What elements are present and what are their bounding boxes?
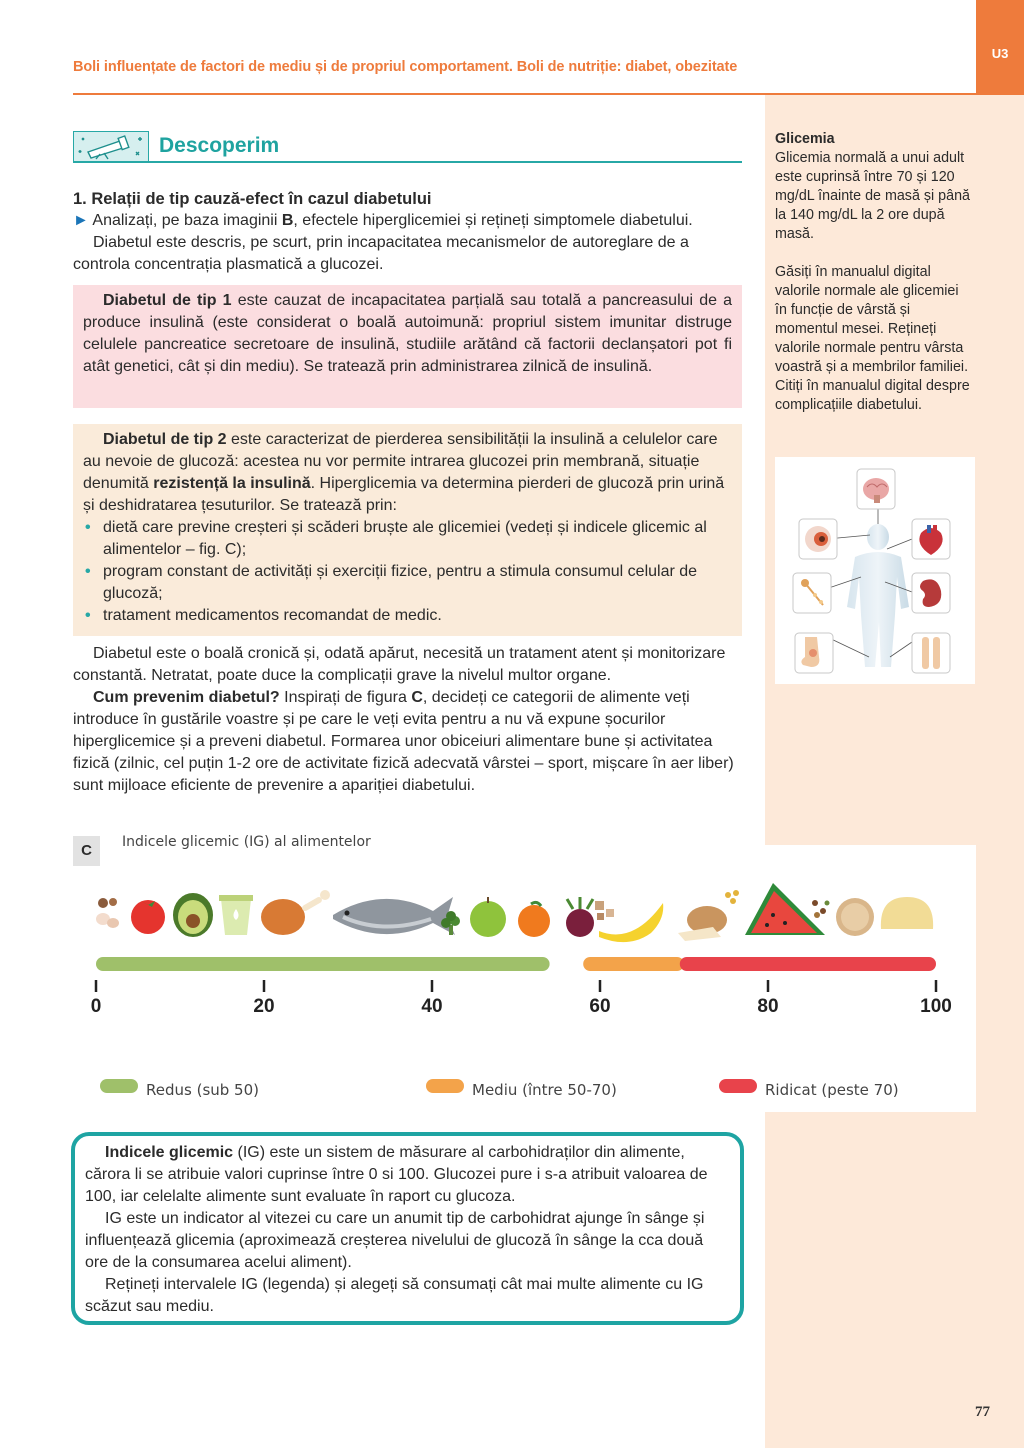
part1-heading: 1. Relații de tip cauză-efect în cazul diabetului — [73, 190, 432, 208]
legend-label: Redus (sub 50) — [146, 1081, 259, 1099]
tick-label: 20 — [253, 996, 275, 1017]
page-number: 77 — [975, 1404, 990, 1420]
legs-box — [912, 633, 950, 673]
type2-term2: rezistență la insulină — [153, 475, 311, 492]
chicken-leg-icon — [261, 890, 330, 935]
type2-text-b: . Hiperglicemia va determina pierderi de glucoză prin urină și deshidratarea țesuturilor. Se tratează prin: — [83, 475, 725, 514]
yogurt-icon — [219, 895, 253, 935]
type2-box — [73, 424, 742, 636]
closing-ref: C — [411, 689, 423, 706]
tomato-icon — [131, 900, 165, 934]
legend-label: Ridicat (peste 70) — [765, 1081, 899, 1099]
orange-icon — [518, 902, 550, 937]
gi-range-bar — [583, 957, 684, 971]
part1-task — [73, 210, 742, 232]
type1-term: Diabetul de tip 1 — [103, 292, 232, 309]
tick-label: 100 — [920, 996, 952, 1017]
part1-intro: Diabetul este descris, pe scurt, prin incapacitatea mecanismelor de autoreglare de a controla concentrația plasmatică a glucozei. — [73, 234, 689, 273]
watermelon-icon — [745, 883, 825, 935]
corn-icon — [725, 890, 739, 904]
sidebar-p1: Glicemia normală a unui adult este cuprinsă între 70 și 120 mg/dL înainte de masă și până la 140 mg/dL la 2 ore după masă. — [775, 150, 970, 242]
running-head: Boli influențate de factori de mediu și de propriul comportament. Boli de nutriție: diabet, obezitate — [73, 59, 738, 75]
type2-bullets — [83, 517, 732, 627]
type2-term: Diabetul de tip 2 — [103, 431, 227, 448]
closing-p1: Diabetul este o boală cronică și, odată apărut, necesită un tratament atent și monitorizare constantă. Netratat, poate duce la complicații grave la nivelul multor organe. — [73, 645, 726, 684]
figure-title: Indicele glicemic (IG) al alimentelor — [122, 834, 371, 850]
sugar-cubes-icon — [595, 901, 614, 920]
figure-label: C — [73, 836, 100, 866]
part1-block — [73, 188, 742, 276]
diabetes-complications-illustration — [775, 457, 975, 684]
apple-icon — [470, 897, 506, 937]
closing-text-b: , decideți ce categorii de alimente veți introduce în gustările voastre și pe care le veți evita pentru a nu vă expune șocurilor hiperglicemice și a preveni diabetul. Formarea unor obiceiuri alimentare bune și activitatea fizică (zilnic, cel puțin 1-2 ore de activitate fizică adecvată vârstei – sport, mișcare în aer liber) sunt mijloace eficiente de prevenire a apariției diabetului. — [73, 689, 734, 794]
eye-icon — [805, 526, 831, 552]
gi-range-bar — [96, 957, 550, 971]
info-p2: IG este un indicator al vitezei cu care un anumit tip de carbohidrat ajunge în sânge și influențează glicemia (aproximează creșterea nivelului de glucoză în sânge la cca două ore de la consumarea acelui aliment). — [85, 1210, 705, 1271]
task-text-b: , efectele hiperglicemiei și rețineți simptomele diabetului. — [293, 212, 693, 229]
legend-swatch — [100, 1079, 138, 1093]
closing-text-a: Inspirați de figura — [279, 689, 412, 706]
closing-block — [73, 643, 742, 797]
glycemic-index-info-box — [71, 1132, 744, 1325]
arrow-icon: ► — [73, 212, 89, 229]
info-p3: Rețineți intervalele IG (legenda) și alegeți să consumați cât mai multe alimente cu IG scăzut sau mediu. — [85, 1276, 704, 1315]
legend-label: Mediu (între 50-70) — [472, 1081, 617, 1099]
closing-p2 — [73, 687, 742, 797]
section-rule — [73, 161, 742, 163]
tick-label: 60 — [589, 996, 611, 1017]
telescope-icon — [73, 131, 149, 162]
tick-label: 80 — [757, 996, 779, 1017]
human-body-icon — [847, 524, 909, 667]
avocado-icon — [173, 893, 213, 937]
sidebar-p3: Citiți în manualul digital despre complicațiile diabetului. — [775, 378, 970, 413]
tick-label: 0 — [90, 996, 102, 1017]
tick-label: 40 — [421, 996, 443, 1017]
sidebar-text — [775, 130, 970, 415]
section-header — [73, 130, 742, 163]
sidebar-title: Glicemia — [775, 131, 835, 147]
section-title: Descoperim — [159, 134, 280, 157]
potato-icon — [678, 906, 727, 941]
closing-question: Cum prevenim diabetul? — [93, 689, 280, 706]
legend-swatch — [719, 1079, 757, 1093]
figure-c-panel — [73, 845, 976, 1112]
raisins-icon — [812, 900, 830, 918]
header-rule — [73, 93, 976, 95]
type1-box — [73, 285, 742, 408]
unit-tab: U3 — [976, 0, 1024, 95]
sidebar-p2: Găsiți în manualul digital valorile normale ale glicemiei în funcție de vârstă și momentul mesei. Rețineți valorile normale pentru vârsta voastră și a membrilor familiei. — [775, 264, 969, 375]
info-p1: (IG) este un sistem de măsurare al carbohidraților din alimente, cărora li se atribuie valori cuprinse între 0 si 100. Glucozei pure i s-a atribuit valoarea de 100, iar celelalte alimente sunt evaluate în raport cu glucoza. — [85, 1144, 708, 1205]
type1-text: este cauzat de incapacitatea parțială sau totală a pancreasului de a produce insulină (este considerat o boală autoimună: propriul sistem imunitar distruge celulele pancreatice secretoare de insulină, studiile arătând că factorii declanșatori pot fi atât genetici, cât și din mediu). Se tratează prin administrarea zilnică de insulină. — [83, 292, 732, 375]
banana-icon — [599, 903, 663, 942]
task-text-a: Analizați, pe baza imaginii — [88, 212, 282, 229]
bread-icon — [881, 897, 933, 929]
beet-icon — [566, 897, 594, 937]
legend-swatch — [426, 1079, 464, 1093]
gi-range-bar — [680, 957, 936, 971]
cracker-icon — [836, 898, 874, 936]
list-item: • dietă care previne creșteri și scăderi bruște ale glicemiei (vedeți și indicele glicemic al alimentelor – fig. C); — [83, 517, 732, 561]
fish-icon — [333, 897, 455, 935]
type2-text-a: este caracterizat de pierderea sensibilității la insulină a celulelor care au nevoie de glucoză: acestea nu vor permite intrarea glucozei prin membrană, situație denumită — [83, 431, 718, 492]
nuts-icon — [96, 898, 119, 928]
task-ref: B — [281, 212, 294, 229]
list-item: • program constant de activități și exerciții fizice, pentru a stimula consumul celular de glucoză; — [83, 561, 732, 605]
info-term: Indicele glicemic — [105, 1144, 234, 1161]
list-item: • tratament medicamentos recomandat de medic. — [83, 605, 732, 627]
